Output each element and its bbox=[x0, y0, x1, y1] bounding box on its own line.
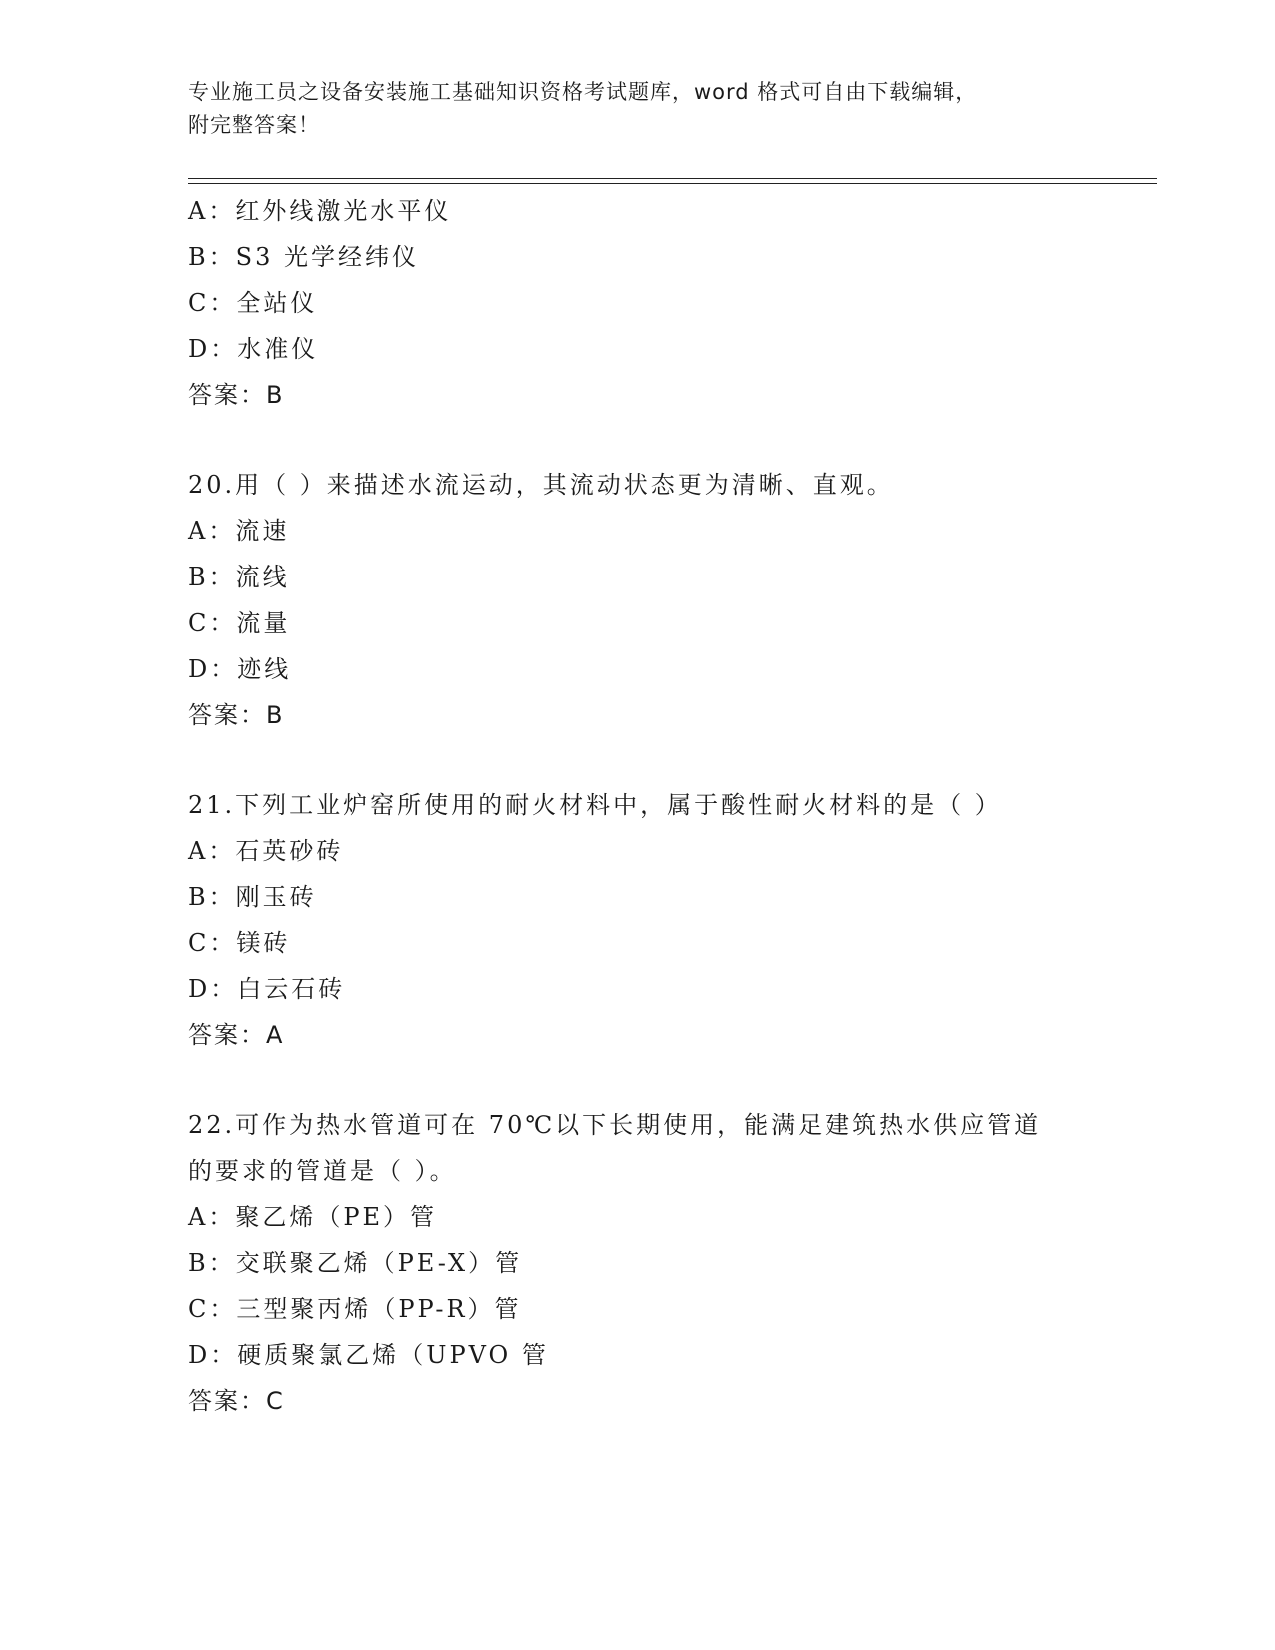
option-b: B：刚玉砖 bbox=[188, 883, 317, 911]
option-a: A：石英砂砖 bbox=[188, 837, 344, 865]
header-line-1: 专业施工员之设备安装施工基础知识资格考试题库，word 格式可自由下载编辑， bbox=[188, 80, 978, 104]
header-divider-bottom bbox=[188, 183, 1157, 184]
option-c: C：镁砖 bbox=[188, 929, 291, 957]
answer-line: 答案：B bbox=[188, 701, 285, 729]
answer-line: 答案：A bbox=[188, 1021, 285, 1049]
option-d: D：水准仪 bbox=[188, 335, 319, 363]
option-d: D：硬质聚氯乙烯（UPVO 管 bbox=[188, 1341, 549, 1369]
option-c: C：三型聚丙烯（PP-R）管 bbox=[188, 1295, 522, 1323]
header-divider-top bbox=[188, 178, 1157, 179]
option-d: D：迹线 bbox=[188, 655, 292, 683]
question-stem: 20.用（ ）来描述水流运动，其流动状态更为清晰、直观。 bbox=[188, 471, 894, 499]
option-a: A：流速 bbox=[188, 517, 290, 545]
option-d: D：白云石砖 bbox=[188, 975, 346, 1003]
question-stem-line-2: 的要求的管道是（ ）。 bbox=[188, 1157, 457, 1185]
question-stem-line-1: 22.可作为热水管道可在 70℃以下长期使用，能满足建筑热水供应管道 bbox=[188, 1111, 1042, 1139]
question-22-block bbox=[188, 1102, 1108, 1424]
answer-line: 答案：C bbox=[188, 1387, 285, 1415]
document-header bbox=[188, 76, 1068, 142]
question-21-block bbox=[188, 782, 1108, 1058]
question-20-block bbox=[188, 462, 1108, 738]
option-b: B：S3 光学经纬仪 bbox=[188, 243, 419, 271]
option-c: C：全站仪 bbox=[188, 289, 318, 317]
option-a: A：红外线激光水平仪 bbox=[188, 197, 452, 225]
question-19-block bbox=[188, 188, 1108, 418]
answer-line: 答案：B bbox=[188, 381, 285, 409]
question-list bbox=[188, 188, 1108, 1424]
option-b: B：交联聚乙烯（PE-X）管 bbox=[188, 1249, 523, 1277]
question-stem: 21.下列工业炉窑所使用的耐火材料中，属于酸性耐火材料的是（ ） bbox=[188, 791, 1002, 819]
option-c: C：流量 bbox=[188, 609, 291, 637]
option-a: A：聚乙烯（PE）管 bbox=[188, 1203, 437, 1231]
option-b: B：流线 bbox=[188, 563, 290, 591]
header-line-2: 附完整答案！ bbox=[188, 113, 320, 137]
